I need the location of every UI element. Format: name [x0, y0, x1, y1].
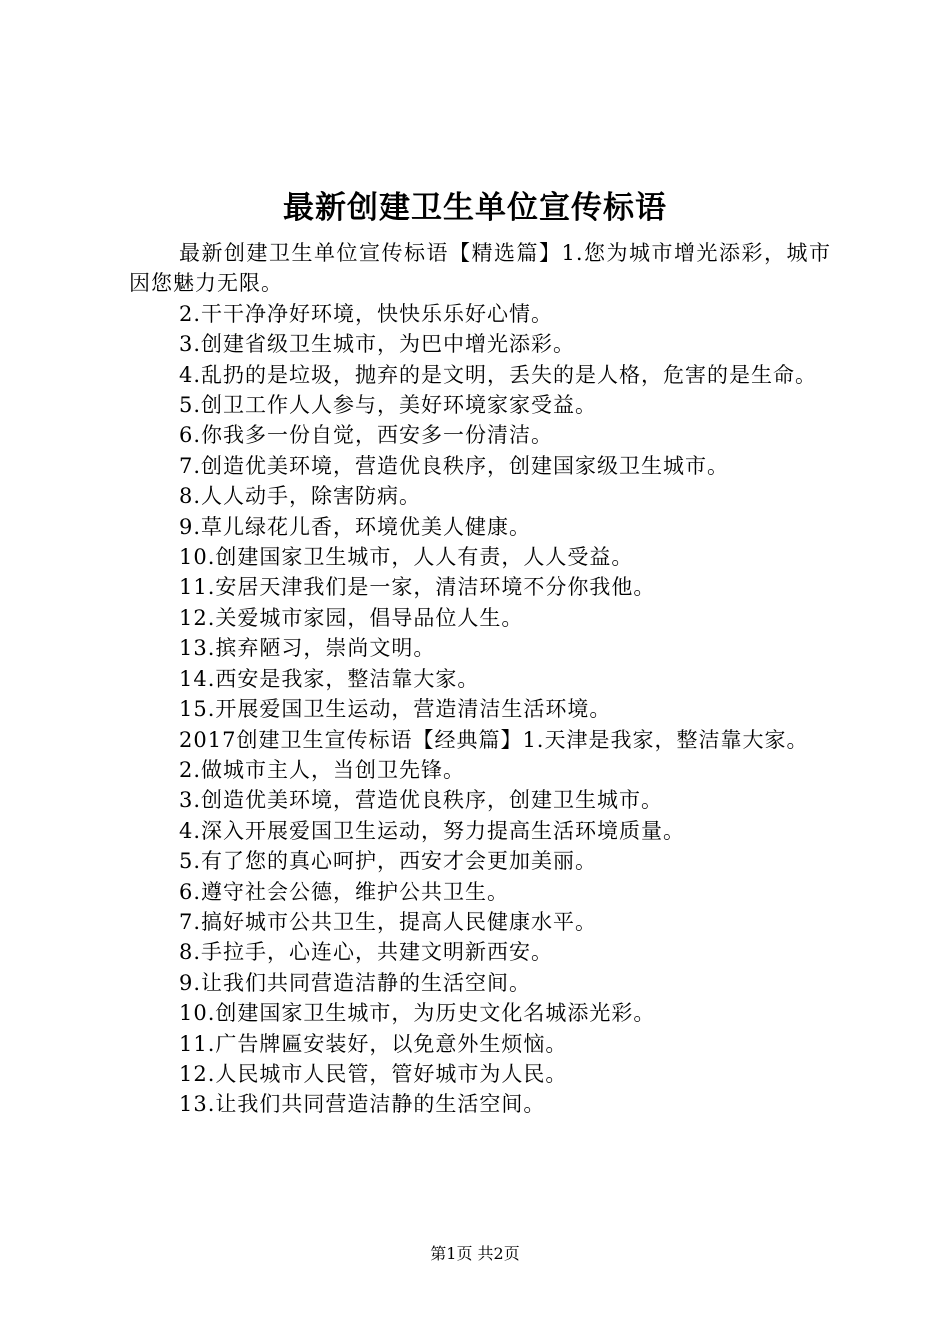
- paragraph: 9.草儿绿花儿香，环境优美人健康。: [179, 514, 532, 539]
- paragraph: 3.创建省级卫生城市，为巴中增光添彩。: [179, 332, 576, 357]
- paragraph: 5.创卫工作人人参与，美好环境家家受益。: [179, 393, 598, 418]
- paragraph: 11.广告牌匾安装好，以免意外生烦恼。: [179, 1031, 568, 1056]
- paragraph: 9.让我们共同营造洁静的生活空间。: [179, 970, 532, 995]
- paragraph: 10.创建国家卫生城市，为历史文化名城添光彩。: [179, 1001, 656, 1026]
- paragraph: 8.手拉手，心连心，共建文明新西安。: [179, 940, 554, 965]
- paragraph: 13.摈弃陋习，崇尚文明。: [179, 636, 436, 661]
- paragraph: 10.创建国家卫生城市，人人有责，人人受益。: [179, 545, 634, 570]
- paragraph: 4.乱扔的是垃圾，抛弃的是文明，丢失的是人格，危害的是生命。: [179, 362, 818, 387]
- page-footer: 第1页 共2页: [430, 1244, 520, 1263]
- paragraph: 13.让我们共同营造洁静的生活空间。: [179, 1092, 546, 1117]
- paragraph: 4.深入开展爱国卫生运动，努力提高生活环境质量。: [179, 818, 686, 843]
- paragraph: 8.人人动手，除害防病。: [179, 484, 422, 509]
- paragraph: 15.开展爱国卫生运动，营造清洁生活环境。: [179, 697, 612, 722]
- paragraph: 11.安居天津我们是一家，清洁环境不分你我他。: [179, 575, 656, 600]
- document-title: 最新创建卫生单位宣传标语: [283, 190, 667, 226]
- paragraph: 2.干干净净好环境，快快乐乐好心情。: [179, 301, 554, 326]
- paragraph: 2017创建卫生宣传标语【经典篇】1.天津是我家，整洁靠大家。: [179, 727, 809, 752]
- paragraph: 14.西安是我家，整洁靠大家。: [179, 666, 480, 691]
- paragraph: 2.做城市主人，当创卫先锋。: [179, 757, 466, 782]
- paragraph: 6.你我多一份自觉，西安多一份清洁。: [179, 423, 554, 448]
- paragraph: 12.关爱城市家园，倡导品位人生。: [179, 605, 524, 630]
- paragraph: 7.创造优美环境，营造优良秩序，创建国家级卫生城市。: [179, 453, 730, 478]
- paragraph: 7.搞好城市公共卫生，提高人民健康水平。: [179, 909, 598, 934]
- paragraph: 最新创建卫生单位宣传标语【精选篇】1.您为城市增光添彩，城市因您魅力无限。: [129, 241, 831, 296]
- document-body: [129, 238, 831, 1120]
- paragraph: 12.人民城市人民管，管好城市为人民。: [179, 1061, 568, 1086]
- paragraph: 3.创造优美环境，营造优良秩序，创建卫生城市。: [179, 788, 664, 813]
- paragraph: 6.遵守社会公德，维护公共卫生。: [179, 879, 510, 904]
- paragraph: 5.有了您的真心呵护，西安才会更加美丽。: [179, 849, 598, 874]
